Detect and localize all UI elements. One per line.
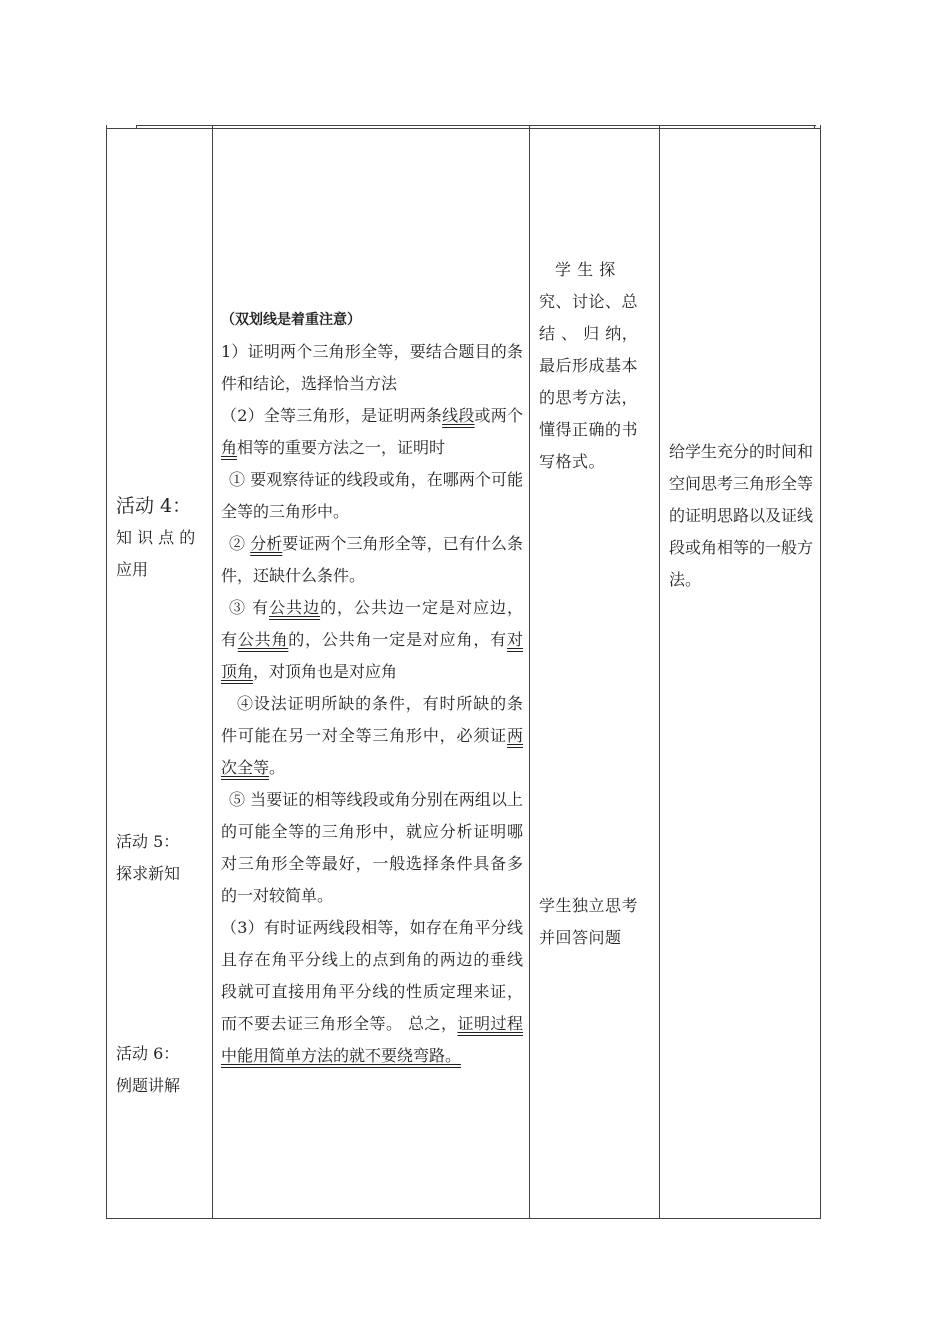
content-text: 的，公共角一定是对应角，有 bbox=[288, 630, 507, 649]
content-step-4 bbox=[221, 688, 523, 784]
column-divider-3 bbox=[659, 125, 660, 1219]
content-text: ④设法证明所缺的条件，有时所缺的条件可能在另一对全等三角形中，必须证 bbox=[221, 694, 523, 745]
emphasis-text: 两次全等 bbox=[221, 726, 523, 777]
column-divider-2 bbox=[529, 125, 530, 1219]
activity-5 bbox=[116, 826, 208, 890]
student-activity-b-text: 学生独立思考并回答问题 bbox=[539, 896, 639, 947]
emphasis-text: 公共边 bbox=[269, 598, 321, 617]
content-text: 的，公共边一定是对应边， 有 bbox=[221, 598, 523, 649]
content-step-3 bbox=[221, 592, 523, 688]
table-border-right bbox=[820, 125, 821, 1219]
content-point-2 bbox=[221, 400, 523, 464]
table-top-line bbox=[106, 128, 821, 129]
content-point-1: 1）证明两个三角形全等，要结合题目的条件和结论，选择恰当方法 bbox=[221, 342, 523, 393]
table-top-tick-right bbox=[814, 125, 815, 128]
content-text: ，对顶角也是对应角 bbox=[253, 662, 398, 681]
student-activity-a-text: 学 生 探 究、讨论、总 结 、 归 纳， 最后形成基本的思考方法， 懂得正确的书写格式。 bbox=[539, 260, 639, 471]
content-text: （3）有时证两线段相等，如存在角平分线且存在角平分线上的点到角的两边的垂线段就可直接用角平分线的性质定理来证，而不要去证三角形全等。 总之， bbox=[221, 918, 523, 1033]
activity-6-name: 例题讲解 bbox=[116, 1076, 181, 1095]
activity-5-title: 活动 5： bbox=[116, 832, 180, 851]
design-intent bbox=[669, 436, 814, 596]
content-text: ② bbox=[229, 534, 251, 553]
content-text: 相等的重要方法之一，证明时 bbox=[237, 438, 446, 457]
activity-6 bbox=[116, 1038, 208, 1102]
emphasis-text: 角 bbox=[221, 438, 238, 457]
activity-4 bbox=[116, 490, 208, 586]
activity-4-title: 活动 4： bbox=[116, 495, 192, 517]
content-point-3 bbox=[221, 912, 523, 1072]
emphasis-text: 证明过程中能用简单方法的就不要绕弯路。 bbox=[221, 1014, 523, 1065]
emphasis-text: 分析 bbox=[250, 534, 283, 553]
student-activity-b bbox=[539, 890, 653, 954]
double-underline-note: （双划线是着重注意） bbox=[221, 312, 361, 328]
content-step-1: ① 要观察待证的线段或角，在哪两个可能全等的三角形中。 bbox=[221, 470, 523, 521]
content-text: ③ 有 bbox=[229, 598, 270, 617]
content-text: 。 bbox=[269, 758, 286, 777]
column-divider-1 bbox=[212, 125, 213, 1219]
activity-4-name-line2: 应用 bbox=[116, 560, 149, 579]
content-step-2 bbox=[221, 528, 523, 592]
emphasis-text: 对顶角 bbox=[221, 630, 523, 681]
content-text: 要证两个三角形全等，已有什么条件，还缺什么条件。 bbox=[221, 534, 523, 585]
activity-4-name-line1: 知 识 点 的 bbox=[116, 528, 196, 547]
table-top-tick bbox=[136, 125, 137, 128]
content-step-5: ⑤ 当要证的相等线段或角分别在两组以上的可能全等的三角形中，就应分析证明哪对三角形全等最好，一般选择条件具备多的一对较简单。 bbox=[221, 790, 523, 905]
activity-5-name: 探求新知 bbox=[116, 864, 181, 883]
teaching-content bbox=[221, 304, 523, 1072]
design-intent-text: 给学生充分的时间和空间思考三角形全等的证明思路以及证线段或角相等的一般方法。 bbox=[669, 442, 814, 589]
emphasis-text: 公共角 bbox=[237, 630, 289, 649]
table-top-double-line bbox=[136, 125, 816, 126]
content-text: 或两个 bbox=[474, 406, 523, 425]
activity-6-title: 活动 6： bbox=[116, 1044, 180, 1063]
student-activity-a bbox=[539, 254, 653, 478]
table-bottom-line bbox=[106, 1218, 821, 1219]
emphasis-text: 线段 bbox=[442, 406, 475, 425]
table-border-left bbox=[106, 125, 107, 1219]
content-text: （2）全等三角形，是证明两条 bbox=[221, 406, 443, 425]
